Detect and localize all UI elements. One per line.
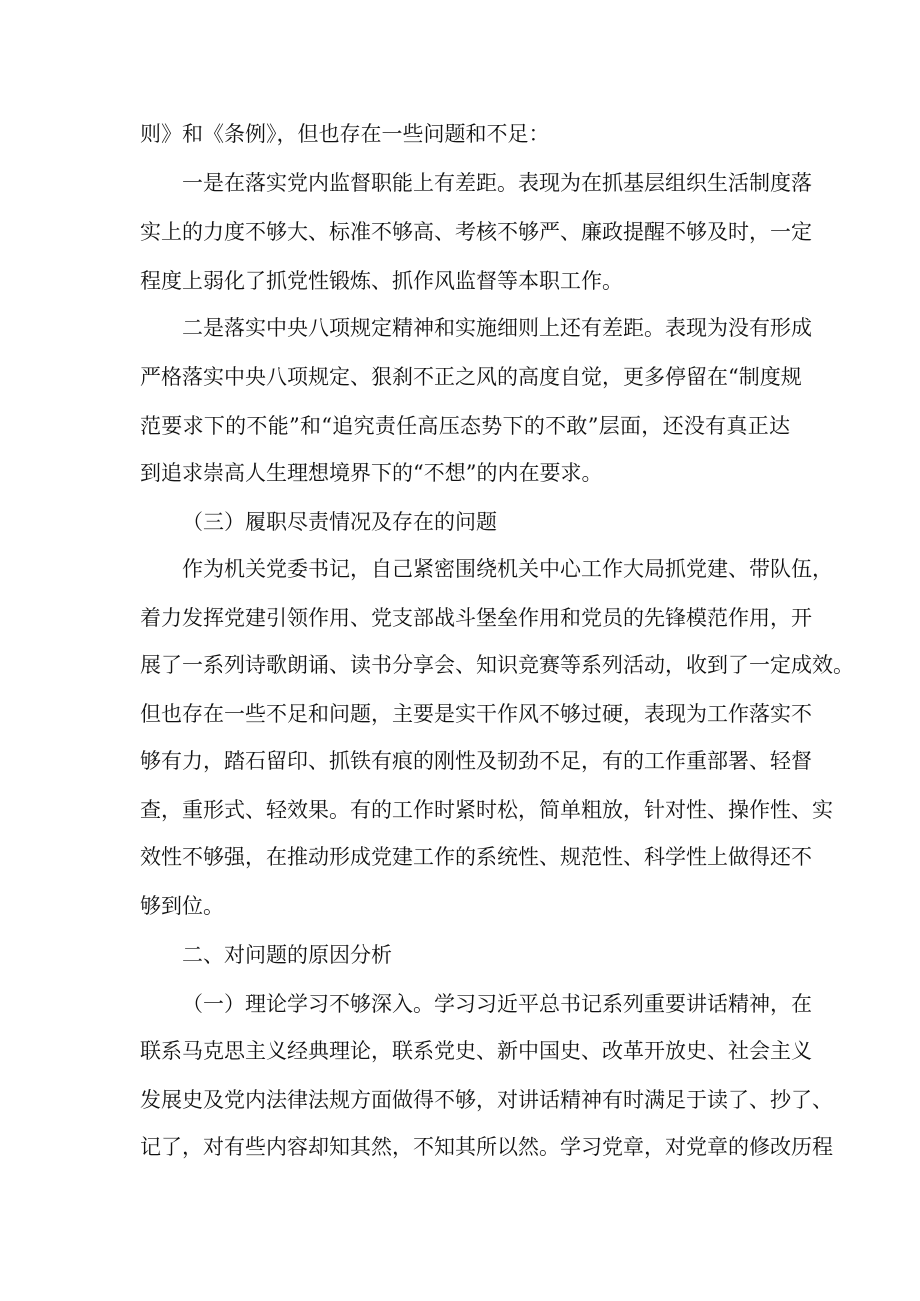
text-line: （一）理论学习不够深入。学习习近平总书记系列重要讲话精神，在 [182, 992, 812, 1016]
text-line: 严格落实中央八项规定、狠刹不正之风的高度自觉，更多停留在“制度规 [140, 365, 802, 389]
text-line: 到追求崇高人生理想境界下的“不想”的内在要求。 [140, 461, 603, 485]
text-line: 够有力，踏石留印、抓铁有痕的刚性及韧劲不足，有的工作重部署、轻督 [140, 749, 812, 773]
text-line: 够到位。 [140, 894, 224, 918]
text-line: 一是在落实党内监督职能上有差距。表现为在抓基层组织生活制度落 [182, 171, 812, 195]
text-line: 发展史及党内法律法规方面做得不够，对讲话精神有时满足于读了、抄了、 [140, 1088, 833, 1112]
text-line: 联系马克思主义经典理论，联系党史、新中国史、改革开放史、社会主义 [140, 1039, 812, 1063]
section-heading: 二、对问题的原因分析 [182, 943, 392, 967]
text-line: 着力发挥党建引领作用、党支部战斗堡垒作用和党员的先锋模范作用，开 [140, 606, 812, 630]
text-line: 则》和《条例》，但也存在一些问题和不足： [140, 122, 550, 146]
text-line: 展了一系列诗歌朗诵、读书分享会、知识竞赛等系列活动，收到了一定成效。 [140, 653, 854, 677]
text-line: 作为机关党委书记，自己紧密围绕机关中心工作大局抓党建、带队伍， [182, 557, 833, 581]
text-line: 程度上弱化了抓党性锻炼、抓作风监督等本职工作。 [140, 269, 623, 293]
text-line: 查，重形式、轻效果。有的工作时紧时松，简单粗放，针对性、操作性、实 [140, 798, 833, 822]
text-line: 效性不够强，在推动形成党建工作的系统性、规范性、科学性上做得还不 [140, 845, 812, 869]
text-line: 但也存在一些不足和问题，主要是实干作风不够过硬，表现为工作落实不 [140, 702, 812, 726]
section-heading: （三）履职尽责情况及存在的问题 [182, 510, 497, 534]
text-line: 二是落实中央八项规定精神和实施细则上还有差距。表现为没有形成 [182, 316, 812, 340]
text-line: 范要求下的不能”和“追究责任高压态势下的不敢”层面，还没有真正达 [140, 414, 790, 438]
text-line: 记了，对有些内容却知其然，不知其所以然。学习党章，对党章的修改历程 [140, 1135, 833, 1159]
text-line: 实上的力度不够大、标准不够高、考核不够严、廉政提醒不够及时，一定 [140, 220, 812, 244]
